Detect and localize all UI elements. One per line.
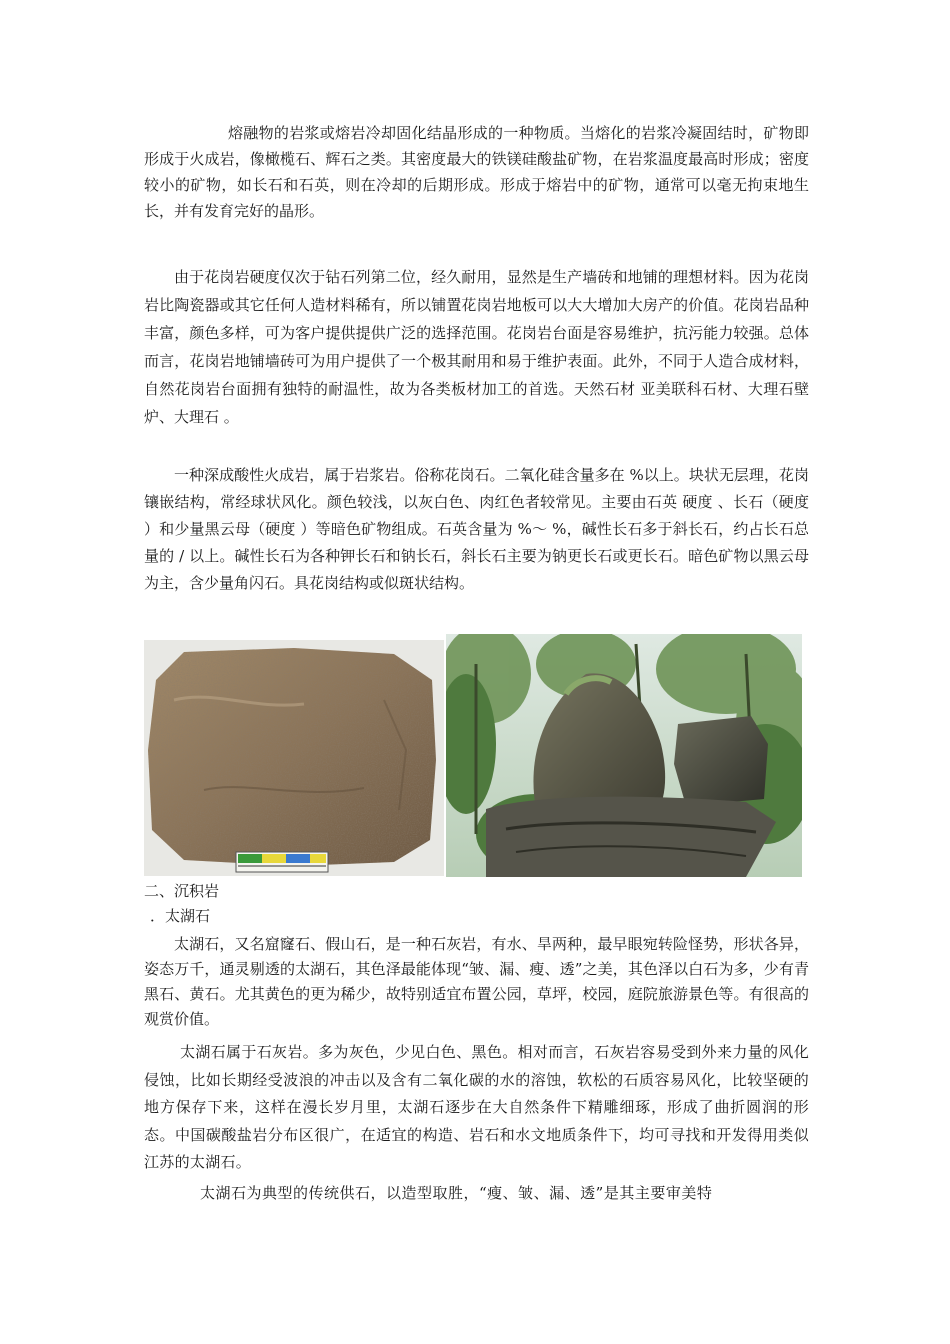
paragraph-taihu-limestone: 太湖石属于石灰岩。多为灰色，少见白色、黑色。相对而言，石灰岩容易受到外来力量的风化侵蚀，比如长期经受波浪的冲击以及含有二氧化碳的水的溶蚀，软松的石质容易风化，比较坚硬的地方保存下来，这样在漫长岁月里，太湖石逐步在大自然条件下精雕细琢，形成了曲折圆润的形态。中国碳酸盐岩分布区很广，在适宜的构造、岩石和水文地质条件下，均可寻找和开发得用类似江苏的太湖石。: [144, 1043, 809, 1171]
paragraph-granite-composition: 一种深成酸性火成岩，属于岩浆岩。俗称花岗石。二氧化硅含量多在 %以上。块状无层理，花岗镶嵌结构，常经球状风化。颜色较浅，以灰白色、肉红色者较常见。主要由石英 硬度 、长石（硬度 ）和少量黑云母（硬度 ）等暗色矿物组成。石英含量为 %～ %，碱性长石多于斜长石，约占长石总量的 / 以上。碱性长石为各种钾长石和钠长石，斜长石主要为钠更长石或更长石。暗色矿物以黑云母为主，含少量角闪石。具花岗结构或似斑状结构。: [144, 466, 809, 592]
paragraph-taihu-intro: 太湖石，又名窟窿石、假山石，是一种石灰岩，有水、旱两种，最早眼宛转险怪势，形状各异，姿态万千，通灵剔透的太湖石，其色泽最能体现“皱、漏、瘦、透”之美，其色泽以白石为多，少有青黑石、黄石。尤其黄色的更为稀少，故特别适宜布置公园，草坪，校园，庭院旅游景色等。有很高的观赏价值。: [144, 935, 809, 1028]
paragraph-taihu-aesthetics: 太湖石为典型的传统供石，以造型取胜，“瘦、皱、漏、透”是其主要审美特: [200, 1184, 713, 1202]
paragraph-igneous-formation: 熔融物的岩浆或熔岩冷却固化结晶形成的一种物质。当熔化的岩浆冷凝固结时，矿物即形成于火成岩，像橄榄石、辉石之类。其密度最大的铁镁硅酸盐矿物，在岩浆温度最高时形成；密度较小的矿物，如长石和石英，则在冷却的后期形成。形成于熔岩中的矿物，通常可以毫无拘束地生长，并有发育完好的晶形。: [144, 124, 809, 220]
scale-bar: [236, 852, 328, 872]
granite-specimen-photo: [144, 640, 444, 876]
paragraph-granite-uses: 由于花岗岩硬度仅次于钻石列第二位，经久耐用，显然是生产墙砖和地铺的理想材料。因为花岗岩比陶瓷器或其它任何人造材料稀有，所以铺置花岗岩地板可以大大增加大房产的价值。花岗岩品种丰富，颜色多样，可为客户提供提供广泛的选择范围。花岗岩台面是容易维护，抗污能力较强。总体而言，花岗岩地铺墙砖可为用户提供了一个极其耐用和易于维护表面。此外，不同于人造合成材料，自然花岗岩台面拥有独特的耐温性，故为各类板材加工的首选。天然石材 亚美联科石材、大理石壁炉、大理石 。: [144, 268, 809, 426]
section-heading-sedimentary-rock: 二、沉积岩: [144, 882, 220, 900]
subheading-taihu-stone: ．太湖石: [150, 907, 211, 925]
granite-boulders-landscape-photo: [446, 634, 802, 877]
